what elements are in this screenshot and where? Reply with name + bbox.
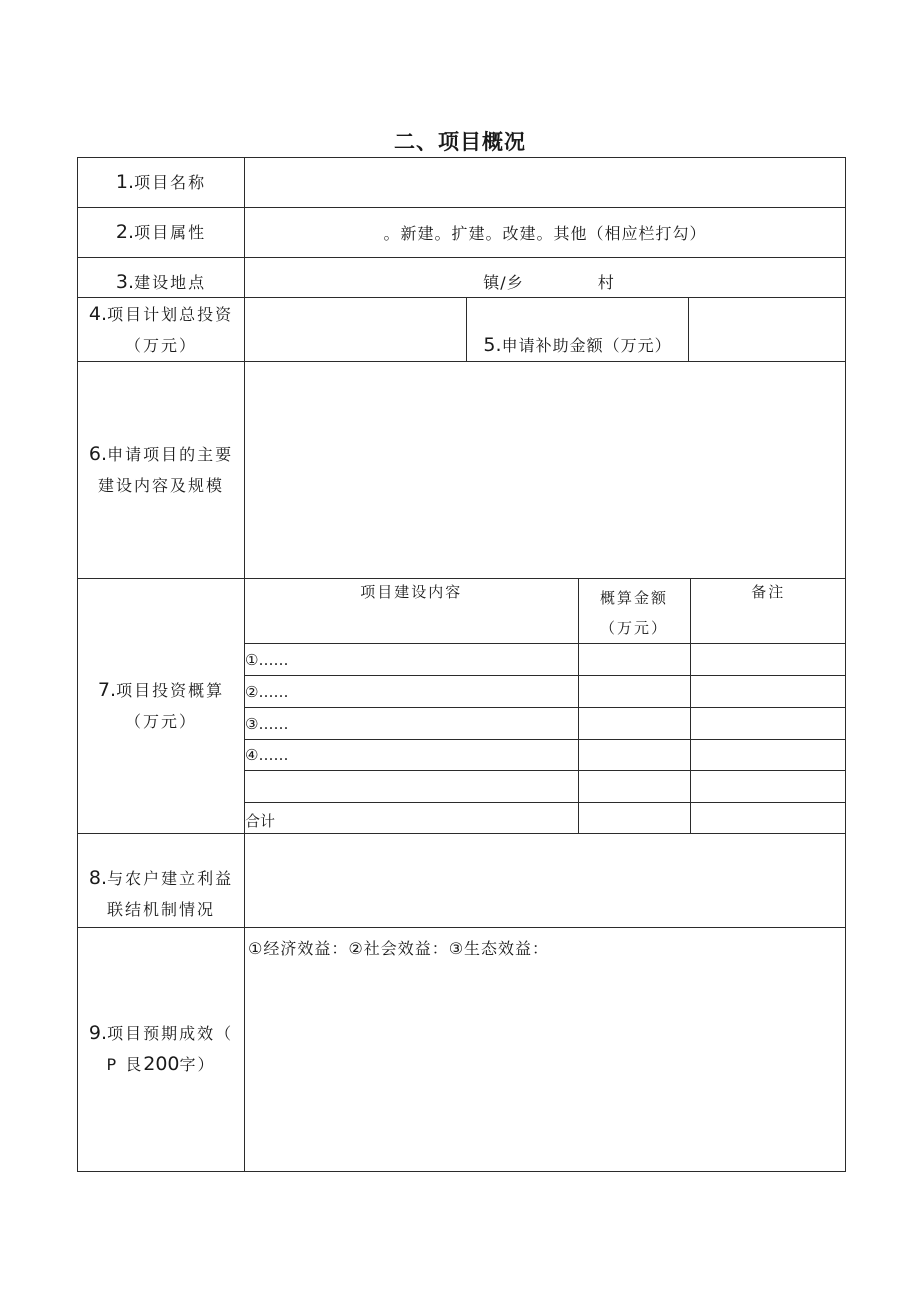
page-title: 二、项目概况 (394, 130, 526, 154)
project-attribute-options[interactable]: 。新建。扩建。改建。其他（相应栏打勾） (245, 208, 846, 258)
budget-amount-3[interactable] (578, 708, 690, 740)
budget-total-amount[interactable] (578, 803, 690, 833)
budget-row (245, 676, 846, 708)
budget-note-2[interactable] (690, 676, 846, 708)
budget-item-5[interactable] (245, 771, 578, 803)
budget-header-row (245, 579, 846, 644)
budget-amount-1[interactable] (578, 644, 690, 676)
row-project-name (78, 158, 846, 208)
total-investment-field[interactable] (245, 298, 467, 362)
village-label: 村 (597, 273, 615, 292)
project-name-field[interactable] (245, 158, 846, 208)
label-main-content: 6.申请项目的主要 建设内容及规模 (78, 362, 245, 579)
budget-row (245, 708, 846, 740)
subsidy-amount-field[interactable] (689, 298, 846, 362)
label-expected-benefit: 9.项目预期成效（ P 艮200字） (78, 927, 245, 1171)
label-farmer-linkage: 8.与农户建立利益 联结机制情况 (78, 833, 245, 927)
budget-amount-2[interactable] (578, 676, 690, 708)
main-content-field[interactable] (245, 362, 846, 579)
budget-item-4[interactable]: ④…… (245, 740, 578, 771)
col-header-note: 备注 (690, 579, 846, 644)
budget-total-note[interactable] (690, 803, 846, 833)
budget-note-4[interactable] (690, 740, 846, 771)
budget-subtable (245, 579, 846, 833)
row-main-content (78, 362, 846, 579)
row-project-attribute (78, 208, 846, 258)
location-field[interactable] (245, 258, 846, 298)
budget-item-2[interactable]: ②…… (245, 676, 578, 708)
budget-subtable-cell (245, 579, 846, 834)
budget-total-label: 合计 (245, 803, 578, 833)
expected-benefit-field[interactable]: ①经济效益：②社会效益：③生态效益： (245, 927, 846, 1171)
row-expected-benefit (78, 927, 846, 1171)
label-total-investment: 4.项目计划总投资 （万元） (78, 298, 245, 362)
label-project-attribute: 2.项目属性 (78, 208, 245, 258)
label-budget: 7.项目投资概算 （万元） (78, 579, 245, 834)
project-overview-table (77, 157, 846, 1172)
budget-item-1[interactable]: ①…… (245, 644, 578, 676)
budget-row (245, 644, 846, 676)
budget-amount-5[interactable] (578, 771, 690, 803)
budget-note-5[interactable] (690, 771, 846, 803)
col-header-amount: 概算金额 （万元） (578, 579, 690, 644)
budget-amount-4[interactable] (578, 740, 690, 771)
budget-total-row (245, 803, 846, 833)
label-location: 3.建设地点 (78, 258, 245, 298)
farmer-linkage-field[interactable] (245, 833, 846, 927)
col-header-content: 项目建设内容 (245, 579, 578, 644)
row-farmer-linkage (78, 833, 846, 927)
budget-note-1[interactable] (690, 644, 846, 676)
label-subsidy-amount: 5.申请补助金额（万元） (467, 298, 689, 362)
row-investment (78, 298, 846, 362)
budget-row (245, 771, 846, 803)
budget-note-3[interactable] (690, 708, 846, 740)
row-budget (78, 579, 846, 834)
budget-row (245, 740, 846, 771)
row-location (78, 258, 846, 298)
town-label: 镇/乡 (483, 273, 524, 292)
label-project-name: 1.项目名称 (78, 158, 245, 208)
budget-item-3[interactable]: ③…… (245, 708, 578, 740)
